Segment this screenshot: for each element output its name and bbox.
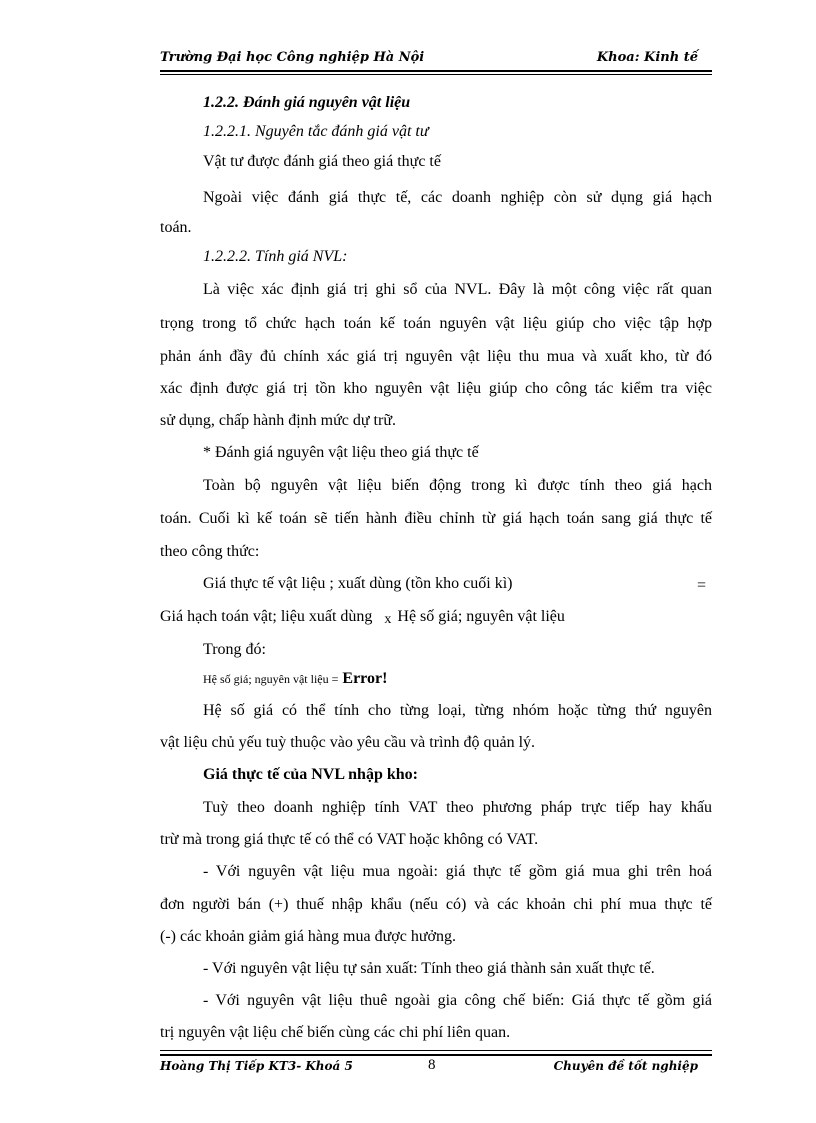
formula-part-a: Giá hạch toán vật; liệu xuất dùng	[160, 608, 373, 625]
page-number: 8	[428, 1057, 436, 1073]
formula-multiply: x	[384, 612, 392, 627]
paragraph-line: Tuỳ theo doanh nghiệp tính VAT theo phương pháp trực tiếp hay khấu	[203, 799, 712, 816]
section-heading-nvl-nhap-kho: Giá thực tế của NVL nhập kho:	[203, 766, 418, 783]
paragraph-line: toán.	[160, 219, 192, 236]
formula-line-1: Giá thực tế vật liệu ; xuất dùng (tồn kho cuối kì)	[203, 575, 513, 592]
header-school: Trường Đại học Công nghiệp Hà Nội	[160, 50, 425, 65]
paragraph-line: - Với nguyên vật liệu thuê ngoài gia công chế biến: Giá thực tế gồm giá	[203, 992, 712, 1009]
paragraph-line: theo công thức:	[160, 543, 260, 560]
paragraph-line: đơn người bán (+) thuế nhập khẩu (nếu có) và các khoản chi phí mua thực tế	[160, 896, 712, 913]
page-header	[160, 48, 710, 70]
section-heading-1-2-2: 1.2.2. Đánh giá nguyên vật liệu	[203, 94, 411, 111]
paragraph-line: toán. Cuối kì kế toán sẽ tiến hành điều chỉnh từ giá hạch toán sang giá thực tế	[160, 510, 712, 527]
footer-author: Hoàng Thị Tiếp KT3- Khoá 5	[160, 1059, 353, 1073]
formula-line-2	[160, 606, 565, 628]
coefficient-formula	[203, 668, 387, 690]
paragraph-line: (-) các khoản giảm giá hàng mua được hưởng.	[160, 928, 456, 945]
paragraph-line: xác định được giá trị tồn kho nguyên vật liệu giúp cho công tác kiểm tra việc	[160, 380, 712, 397]
coefficient-label: Hệ số giá; nguyên vật liệu =	[203, 672, 339, 686]
paragraph-line: Toàn bộ nguyên vật liệu biến động trong kì được tính theo giá hạch	[203, 477, 712, 494]
section-heading-1-2-2-1: 1.2.2.1. Nguyên tắc đánh giá vật tư	[203, 123, 429, 140]
paragraph-line: Là việc xác định giá trị ghi sổ của NVL. Đây là một công việc rất quan	[203, 281, 712, 298]
paragraph-line: Ngoài việc đánh giá thực tế, các doanh nghiệp còn sử dụng giá hạch	[203, 189, 712, 206]
paragraph-line: Hệ số giá có thể tính cho từng loại, từng nhóm hoặc từng thứ nguyên	[203, 702, 712, 719]
footer-doc-type: Chuyên đề tốt nghiệp	[553, 1059, 698, 1073]
header-faculty: Khoa: Kinh tế	[596, 50, 698, 65]
paragraph-line: trọng trong tổ chức hạch toán kế toán nguyên vật liệu giúp cho việc tập hợp	[160, 315, 712, 332]
paragraph-line: sử dụng, chấp hành định mức dự trữ.	[160, 412, 396, 429]
paragraph-line: trừ mà trong giá thực tế có thể có VAT hoặc không có VAT.	[160, 831, 539, 848]
bullet-heading: * Đánh giá nguyên vật liệu theo giá thực tế	[203, 444, 479, 461]
paragraph-line: vật liệu chủ yếu tuỳ thuộc vào yêu cầu và trình độ quản lý.	[160, 734, 536, 751]
paragraph: Trong đó:	[203, 641, 266, 658]
coefficient-error: Error!	[342, 670, 388, 687]
formula-equals: =	[697, 577, 707, 594]
header-rule-thick	[160, 70, 712, 72]
section-heading-1-2-2-2: 1.2.2.2. Tính giá NVL:	[203, 248, 348, 265]
paragraph-line: - Với nguyên vật liệu mua ngoài: giá thực tế gồm giá mua ghi trên hoá	[203, 863, 712, 880]
header-rule-thin	[160, 74, 712, 75]
formula-part-b: Hệ số giá; nguyên vật liệu	[397, 608, 565, 625]
footer-rule-thick	[160, 1054, 712, 1056]
paragraph: Vật tư được đánh giá theo giá thực tế	[203, 153, 441, 170]
paragraph: - Với nguyên vật liệu tự sản xuất: Tính theo giá thành sản xuất thực tế.	[203, 960, 655, 977]
page-footer	[160, 1057, 710, 1079]
footer-rule-thin	[160, 1050, 712, 1051]
paragraph-line: trị nguyên vật liệu chế biến cùng các chi phí liên quan.	[160, 1024, 511, 1041]
paragraph-line: phản ánh đầy đủ chính xác giá trị nguyên vật liệu thu mua và xuất kho, từ đó	[160, 348, 712, 365]
